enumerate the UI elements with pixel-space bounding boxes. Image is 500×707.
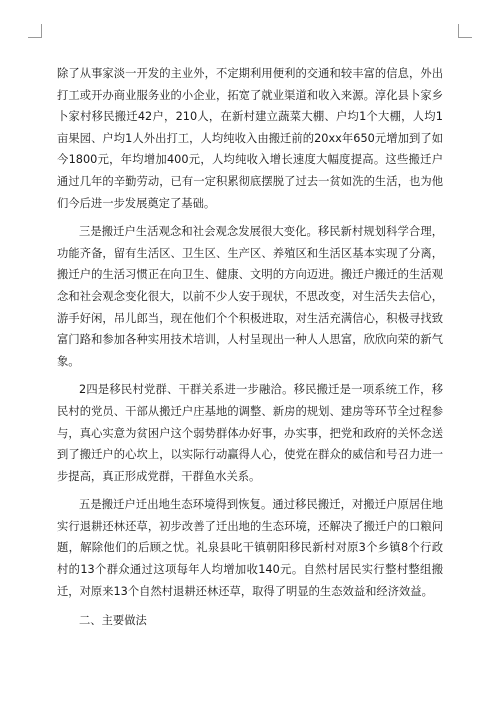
crop-mark-top-left-horizontal — [28, 37, 42, 38]
document-body — [57, 63, 443, 632]
paragraph-4: 五是搬迁户迁出地生态环境得到恢复。通过移民搬迁，对搬迁户原居住地实行退耕还林还草，初步改善了迁出地的生态环境，还解决了搬迁户的口粮问题，解除他们的后顾之忧。礼泉县叱干镇朝阳移民新村对原3个乡镇8个行政村的13个群众通过这项每年人均增加收140元。自然村居民实行整村整组搬迁，对原来13个自然村退耕还林还草，取得了明显的生态效益和经济效益。 — [57, 498, 443, 598]
paragraph-3: 2四是移民村党群、干群关系进一步融洽。移民搬迁是一项系统工作，移民村的党员、干部从搬迁户庄基地的调整、新房的规划、建房等环节全过程参与，真心实意为贫困户这个弱势群体办好事，办实事，把党和政府的关怀念送到了搬迁户的心坎上，以实际行动赢得人心，使党在群众的威信和号召力进一步提高，真正形成党群，干群鱼水关系。 — [57, 383, 443, 483]
section-heading: 二、主要做法 — [79, 614, 147, 628]
paragraph-2: 三是搬迁户生活观念和社会观念发展很大变化。移民新村规划科学合理，功能齐备，留有生活区、卫生区、生产区、养殖区和生活区基本实现了分离，搬迁户的生活习惯正在向卫生、健康、文明的方向迈进。搬迁户搬迁的生活观念和社会观念变化很大，以前不少人安于现状，不思改变，对生活失去信心，游手好闲，吊儿郎当，现在他们个个积极进取，对生活充满信心，积极寻找致富门路和参加各种实用技术培训，人村呈现出一种人人思富，欣欣向荣的新气象。 — [57, 225, 443, 368]
crop-mark-top-right-horizontal — [458, 37, 472, 38]
paragraph-1: 除了从事家淡一开发的主业外，不定期利用便利的交通和较丰富的信息，外出打工或开办商业服务业的小企业，拓宽了就业渠道和收入来源。淳化县卜家乡卜家村移民搬迁42户，210人，在新村建立蔬菜大棚、户均1个大棚，人均1亩果园、户均1人外出打工，人均纯收入由搬迁前的20xx年650元增加到了如今1800元，年均增加400元，人均纯收入增长速度大幅度提高。这些搬迁户通过几年的辛勤劳动，已有一定积累彻底摆脱了过去一贫如洗的生活，也为他们今后进一步发展奠定了基础。 — [57, 67, 443, 210]
crop-mark-top-right-vertical — [458, 24, 459, 38]
crop-mark-top-left-vertical — [41, 24, 42, 38]
